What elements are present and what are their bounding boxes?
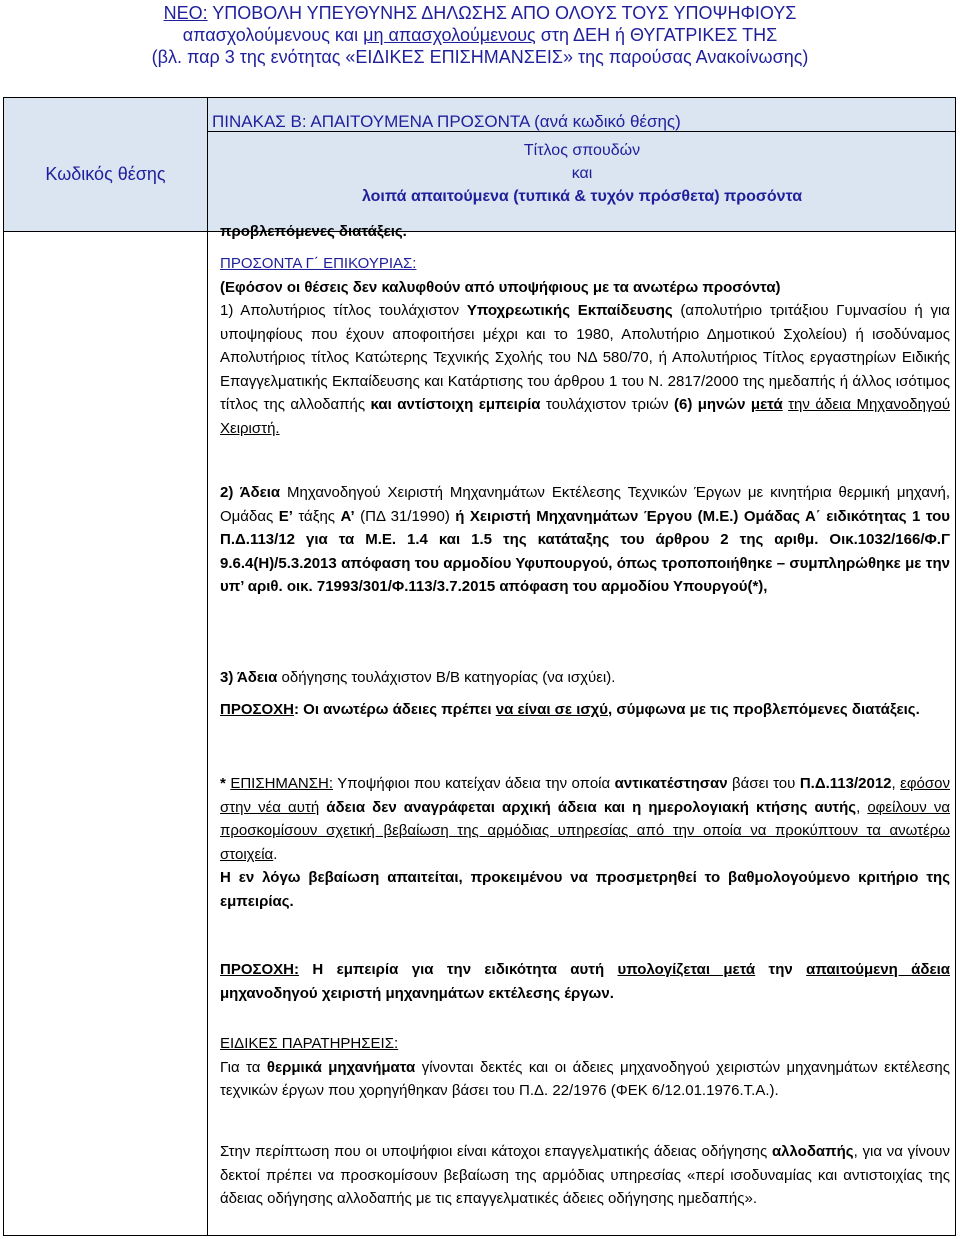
text-span: * <box>220 775 231 792</box>
text-span: υπολογίζεται μετά <box>617 961 756 978</box>
text-span: αντικατέστησαν <box>614 775 728 792</box>
column-header-title-3: λοιπά απαιτούμενα (τυπικά & τυχόν πρόσθετα) προσόντα <box>361 188 803 205</box>
notice-line-2-b: μη απασχολούμενους <box>363 25 536 45</box>
text-span: οφείλουν να προσκομίσουν σχετική βεβαίωση της αρμόδιας υπηρεσίας από την οποία να προκύπτουν τα ανωτέρω στοιχεία <box>220 798 950 863</box>
text-span: εφόσον στην νέα αυτή <box>220 775 950 816</box>
text-span: Ε’ <box>278 507 293 525</box>
notice-line-2-c: στη ΔΕΗ ή ΘΥΓΑΤΡΙΚΕΣ ΤΗΣ <box>535 25 778 45</box>
text-span: αλλοδαπής <box>771 1143 854 1160</box>
text-span: άδεια δεν αναγράφεται αρχική άδεια και η ημερολογιακή κτήσης αυτής <box>319 798 857 816</box>
column-header-title-2: και <box>571 165 593 182</box>
text-span: , <box>856 798 868 816</box>
text-span: την <box>755 961 807 978</box>
text-span: : Οι ανωτέρω άδειες πρέπει <box>294 701 496 718</box>
text-span: Π.Δ.113/2012 <box>799 775 892 792</box>
text-span: 3) Άδεια <box>220 669 278 686</box>
text-span: ΕΠΙΣΗΜΑΝΣΗ: <box>230 775 334 792</box>
notice-line-1-text: ΥΠΟΒΟΛΗ ΥΠΕΥΘΥΝΗΣ ΔΗΛΩΣΗΣ ΑΠΟ ΟΛΟΥΣ ΤΟΥΣ ΥΠΟΨΗΦΙΟΥΣ <box>207 3 797 23</box>
text-span: τάξης <box>292 507 341 525</box>
text-span: . <box>273 845 278 863</box>
text-span: μηχανοδηγού χειριστή μηχανημάτων εκτέλεσης έργων. <box>220 984 614 1002</box>
text-span: (ΠΔ 31/1990) <box>354 507 456 525</box>
paragraph-qualifications <box>220 252 950 440</box>
text-span: Η εμπειρία για την ειδικότητα αυτή <box>299 961 618 978</box>
column-header-title-1: Τίτλος σπουδών <box>523 142 641 159</box>
paragraph-notice <box>220 772 950 913</box>
special-remarks-heading: ΕΙΔΙΚΕΣ ΠΑΡΑΤΗΡΗΣΕΙΣ: <box>220 1035 399 1052</box>
paragraph-attention-2 <box>220 958 950 1005</box>
special-remarks-text <box>220 1056 950 1103</box>
text-span: Για τα <box>220 1058 267 1076</box>
text-span: γίνονται δεκτές και οι άδειες μηχανοδηγού χειριστών μηχανημάτων εκτέλεσης τεχνικών έργων που χορηγήθηκαν βάσει του Π.Δ. 22/1976 (ΦΕΚ 6/12.01.1976.Τ.Α.). <box>220 1058 950 1099</box>
text-span: Υποψήφιοι που κατείχαν άδεια την οποία <box>333 775 615 792</box>
notice-bold-sentence: Η εν λόγω βεβαίωση απαιτείται, προκειμένου να προσμετρηθεί το βαθμολογούμενο κριτήριο της εμπειρίας. <box>220 869 950 910</box>
text-span: (απολυτήριο τριτάξιου Γυμνασίου ή για υποψηφίους που έχουν αποφοιτήσει μέχρι και το 1980, Απολυτήριο Δημοτικού Σχολείου) ή ισοδύναμος Απολυτήριος τίτλος Κατώτερης Τεχνικής Σχολής του ΝΔ 580/70, ή Απολυτήριος Τίτλος εργαστηρίων Ειδικής Επαγγελματικής Εκπαίδευσης και Κατάρτισης του άρθρου 1 του Ν. 2817/2000 της ημεδαπής ή άλλος ισότιμος τίτλος της αλλοδαπής <box>220 302 950 413</box>
qualifications-heading: ΠΡΟΣΟΝΤΑ Γ΄ ΕΠΙΚΟΥΡΙΑΣ: <box>220 255 417 272</box>
text-span: Μηχανοδηγού Χειριστή Μηχανημάτων Εκτέλεσης Τεχνικών Έργων με κινητήρια θερμική μηχανή, Ομάδας <box>220 484 950 525</box>
notice-line-3: (βλ. παρ 3 της ενότητας «ΕΙΔΙΚΕΣ ΕΠΙΣΗΜΑΝΣΕΙΣ» της παρούσας Ανακοίνωσης) <box>151 47 809 67</box>
notice-line-2 <box>30 24 930 46</box>
table-title: ΠΙΝΑΚΑΣ Β: ΑΠΑΙΤΟΥΜΕΝΑ ΠΡΟΣΟΝΤΑ (ανά κωδικό θέσης) <box>212 112 681 131</box>
text-span: (6) μηνών <box>673 396 746 413</box>
text-span: βάσει του <box>727 775 800 792</box>
text-span: ή Χειριστή Μηχανημάτων Έργου (Μ.Ε.) Ομάδας Α΄ ειδικότητας 1 του Π.Δ.113/12 για τα Μ.Ε. 1.4 και 1.5 της κατάταξης του άρθρου 2 της αριθμ. Οικ.1032/166/Φ.Γ 9.6.4(Η)/5.3.2013 απόφαση του αρμοδίου Υφυπουργού, όπως τροποποιήθηκε – συμπληρώθηκε με την υπ’ αριθ. οικ. 71993/301/Φ.113/3.7.2015 απόφαση του αρμοδίου Υπουργού(*), <box>220 507 950 595</box>
text-span: ΠΡΟΣΟΧΗ <box>220 701 295 718</box>
top-fragment: προβλεπόμενες διατάξεις. <box>220 223 407 240</box>
paragraph-license-3 <box>220 666 950 690</box>
text-span: να είναι σε ισχύ <box>495 701 609 718</box>
paragraph-attention-1 <box>220 698 950 722</box>
text-span: ΠΡΟΣΟΧΗ: <box>220 961 300 978</box>
text-span: Υποχρεωτικής Εκπαίδευσης <box>466 302 673 319</box>
text-span: 2) Άδεια <box>220 484 281 501</box>
paragraph-foreign-license <box>220 1140 950 1211</box>
text-span: την άδεια Μηχανοδηγού Χειριστή. <box>220 396 951 437</box>
text-span: , <box>891 775 901 792</box>
text-span: και αντίστοιχη εμπειρία <box>370 396 541 413</box>
qualifications-intro: (Εφόσον οι θέσεις δεν καλυφθούν από υποψήφιους με τα ανωτέρω προσόντα) <box>220 278 781 296</box>
paragraph-license-2 <box>220 481 950 599</box>
text-span: 1) Απολυτήριος τίτλος τουλάχιστον <box>220 302 467 319</box>
text-span: θερμικά μηχανήματα <box>266 1058 416 1076</box>
text-span: Στην περίπτωση που οι υποψήφιοι είναι κάτοχοι επαγγελματικής άδειας οδήγησης <box>220 1143 772 1160</box>
notice-prefix: ΝΕΟ: <box>163 3 208 23</box>
column-header-code: Κωδικός θέσης <box>45 164 166 184</box>
paragraph-special-remarks <box>220 1032 950 1103</box>
text-span: Α’ <box>340 507 355 525</box>
text-span: οδήγησης τουλάχιστον Β/Β κατηγορίας (να ισχύει). <box>277 669 616 686</box>
code-body-cell <box>4 232 208 1236</box>
text-span: απαιτούμενη άδεια <box>806 961 950 978</box>
text-span: τουλάχιστον τριών <box>540 396 674 413</box>
qualifications-item-1 <box>220 299 950 440</box>
text-span: , σύμφωνα με τις προβλεπόμενες διατάξεις. <box>608 701 920 718</box>
text-span: μετά <box>750 396 783 413</box>
text-span: , για να γίνουν δεκτοί πρέπει να προσκομίσουν βεβαίωση της αρμόδιας υπηρεσίας «περί ισοδυναμίας και αντιστοιχίας της άδειας οδήγησης αλλοδαπής με τις επαγγελματικές άδειες οδήγησης ημεδαπής». <box>220 1143 950 1207</box>
notice-line-2-a: απασχολούμενους και <box>182 25 364 45</box>
notice-line-1 <box>30 2 930 24</box>
